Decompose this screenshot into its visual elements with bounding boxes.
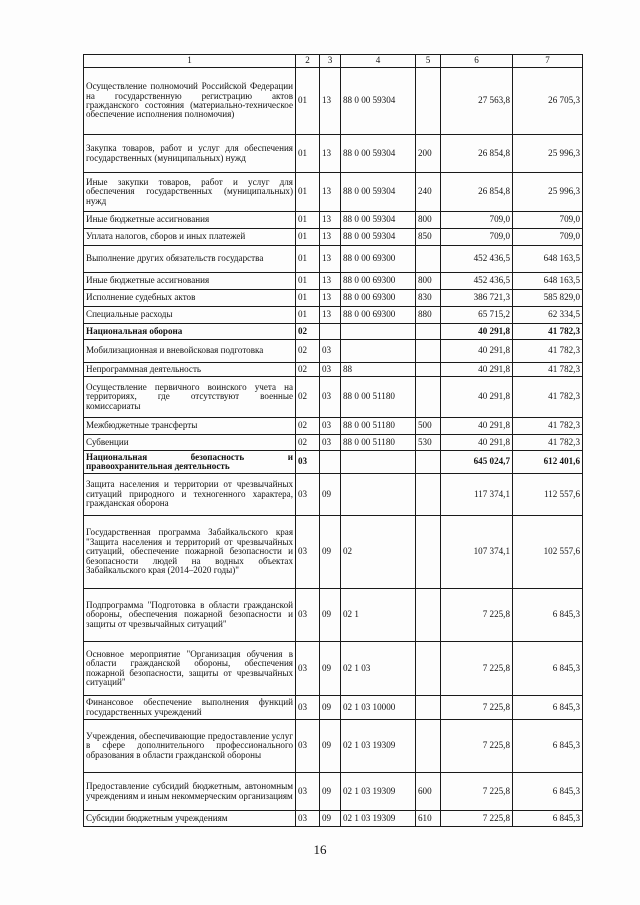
- subsection-code: 09: [320, 516, 341, 589]
- amount-year-2: 26 705,3: [513, 68, 583, 135]
- table-row: [84, 229, 583, 246]
- table-row: [84, 696, 583, 720]
- amount-year-1: 452 436,5: [441, 273, 513, 290]
- row-name: Мобилизационная и вневойсковая подготовка: [84, 340, 296, 363]
- target-article-code: 02 1: [341, 589, 416, 642]
- table-header-row: [84, 55, 583, 68]
- table-row: [84, 307, 583, 324]
- expense-type-code: 600: [416, 773, 441, 811]
- section-code: 03: [296, 451, 320, 474]
- expense-type-code: [416, 696, 441, 720]
- section-code: 02: [296, 363, 320, 377]
- section-code: 02: [296, 435, 320, 451]
- row-name: Иные закупки товаров, работ и услуг для обеспечения государственных (муниципальных) нужд: [84, 173, 296, 212]
- subsection-code: 09: [320, 589, 341, 642]
- expense-type-code: [416, 720, 441, 773]
- amount-year-2: 41 782,3: [513, 324, 583, 340]
- section-code: 01: [296, 68, 320, 135]
- section-code: 02: [296, 340, 320, 363]
- expense-type-code: [416, 324, 441, 340]
- target-article-code: 88 0 00 59304: [341, 229, 416, 246]
- section-code: 03: [296, 720, 320, 773]
- row-name: Межбюджетные трансферты: [84, 418, 296, 435]
- row-name: Подпрограмма "Подготовка в области гражданской обороны, обеспечения пожарной безопасности и защиты от чрезвычайных ситуаций": [84, 589, 296, 642]
- column-header: 4: [341, 55, 416, 68]
- target-article-code: [341, 474, 416, 516]
- section-code: 01: [296, 246, 320, 273]
- page-number: 16: [313, 842, 327, 857]
- column-header: 6: [441, 55, 513, 68]
- target-article-code: 88 0 00 69300: [341, 273, 416, 290]
- table-body: [84, 68, 583, 827]
- target-article-code: [341, 340, 416, 363]
- section-code: 03: [296, 696, 320, 720]
- amount-year-2: 6 845,3: [513, 642, 583, 696]
- amount-year-2: 585 829,0: [513, 290, 583, 307]
- subsection-code: 13: [320, 307, 341, 324]
- amount-year-1: 452 436,5: [441, 246, 513, 273]
- section-code: 01: [296, 290, 320, 307]
- table-row: [84, 418, 583, 435]
- table-row: [84, 377, 583, 418]
- section-code: 01: [296, 173, 320, 212]
- table-row: [84, 68, 583, 135]
- subsection-code: 03: [320, 377, 341, 418]
- amount-year-1: 40 291,8: [441, 340, 513, 363]
- column-header: 5: [416, 55, 441, 68]
- amount-year-1: 26 854,8: [441, 173, 513, 212]
- expense-type-code: [416, 363, 441, 377]
- row-name: Предоставление субсидий бюджетным, автономным учреждениям и иным некоммерческим организациям: [84, 773, 296, 811]
- table-row: [84, 173, 583, 212]
- subsection-code: 03: [320, 435, 341, 451]
- target-article-code: [341, 451, 416, 474]
- amount-year-1: 386 721,3: [441, 290, 513, 307]
- amount-year-1: 65 715,2: [441, 307, 513, 324]
- target-article-code: 88 0 00 59304: [341, 212, 416, 229]
- expense-type-code: [416, 642, 441, 696]
- row-name: Закупка товаров, работ и услуг для обеспечения государственных (муниципальных) нужд: [84, 135, 296, 173]
- amount-year-2: 41 782,3: [513, 377, 583, 418]
- expense-type-code: [416, 68, 441, 135]
- subsection-code: 13: [320, 212, 341, 229]
- expense-type-code: 830: [416, 290, 441, 307]
- amount-year-1: 709,0: [441, 229, 513, 246]
- target-article-code: 88 0 00 69300: [341, 290, 416, 307]
- table-row: [84, 773, 583, 811]
- table-row: [84, 435, 583, 451]
- amount-year-2: 6 845,3: [513, 696, 583, 720]
- subsection-code: 03: [320, 418, 341, 435]
- row-name: Выполнение других обязательств государства: [84, 246, 296, 273]
- target-article-code: 02 1 03: [341, 642, 416, 696]
- section-code: 01: [296, 307, 320, 324]
- expense-type-code: [416, 516, 441, 589]
- row-name: Национальная безопасность и правоохранительная деятельность: [84, 451, 296, 474]
- amount-year-2: 41 782,3: [513, 363, 583, 377]
- amount-year-1: 27 563,8: [441, 68, 513, 135]
- target-article-code: 02 1 03 19309: [341, 773, 416, 811]
- section-code: 02: [296, 377, 320, 418]
- table-row: [84, 589, 583, 642]
- target-article-code: 02 1 03 19309: [341, 811, 416, 827]
- expense-type-code: 500: [416, 418, 441, 435]
- amount-year-1: 40 291,8: [441, 377, 513, 418]
- amount-year-1: 645 024,7: [441, 451, 513, 474]
- target-article-code: 88 0 00 59304: [341, 68, 416, 135]
- amount-year-1: 117 374,1: [441, 474, 513, 516]
- subsection-code: 03: [320, 340, 341, 363]
- expense-type-code: [416, 340, 441, 363]
- row-name: Иные бюджетные ассигнования: [84, 212, 296, 229]
- subsection-code: 13: [320, 229, 341, 246]
- target-article-code: 88 0 00 69300: [341, 246, 416, 273]
- section-code: 03: [296, 773, 320, 811]
- amount-year-1: 7 225,8: [441, 642, 513, 696]
- table-row: [84, 516, 583, 589]
- amount-year-2: 6 845,3: [513, 589, 583, 642]
- section-code: 02: [296, 418, 320, 435]
- amount-year-1: 709,0: [441, 212, 513, 229]
- amount-year-1: 40 291,8: [441, 435, 513, 451]
- row-name: Защита населения и территории от чрезвычайных ситуаций природного и техногенного характера, гражданская оборона: [84, 474, 296, 516]
- row-name: Основное мероприятие "Организация обучения в области гражданской обороны, обеспечения пожарной безопасности, защиты от чрезвычайных ситуаций": [84, 642, 296, 696]
- row-name: Исполнение судебных актов: [84, 290, 296, 307]
- table-row: [84, 290, 583, 307]
- target-article-code: 88 0 00 69300: [341, 307, 416, 324]
- section-code: 03: [296, 516, 320, 589]
- subsection-code: 09: [320, 720, 341, 773]
- row-name: Иные бюджетные ассигнования: [84, 273, 296, 290]
- column-header: 1: [84, 55, 296, 68]
- section-code: 01: [296, 212, 320, 229]
- amount-year-1: 7 225,8: [441, 720, 513, 773]
- target-article-code: 88 0 00 51180: [341, 377, 416, 418]
- row-name: Уплата налогов, сборов и иных платежей: [84, 229, 296, 246]
- target-article-code: 88: [341, 363, 416, 377]
- row-name: Специальные расходы: [84, 307, 296, 324]
- target-article-code: 02 1 03 10000: [341, 696, 416, 720]
- row-name: Национальная оборона: [84, 324, 296, 340]
- target-article-code: 02 1 03 19309: [341, 720, 416, 773]
- table-row: [84, 135, 583, 173]
- table-row: [84, 720, 583, 773]
- subsection-code: 13: [320, 173, 341, 212]
- column-header: 7: [513, 55, 583, 68]
- target-article-code: 88 0 00 59304: [341, 173, 416, 212]
- section-code: 01: [296, 229, 320, 246]
- table-row: [84, 340, 583, 363]
- section-code: 03: [296, 589, 320, 642]
- table-row: [84, 451, 583, 474]
- expense-type-code: 880: [416, 307, 441, 324]
- expense-type-code: [416, 377, 441, 418]
- table-row: [84, 474, 583, 516]
- target-article-code: [341, 324, 416, 340]
- subsection-code: 13: [320, 135, 341, 173]
- table-row: [84, 642, 583, 696]
- subsection-code: [320, 324, 341, 340]
- target-article-code: 02: [341, 516, 416, 589]
- target-article-code: 88 0 00 51180: [341, 418, 416, 435]
- subsection-code: [320, 451, 341, 474]
- expense-type-code: [416, 246, 441, 273]
- row-name: Государственная программа Забайкальского края "Защита населения и территорий от чрезвычайных ситуаций, обеспечение пожарной безопасности и безопасности людей на водных объектах Забайкальского края (2014–2020 годы)": [84, 516, 296, 589]
- expense-type-code: [416, 451, 441, 474]
- subsection-code: 03: [320, 363, 341, 377]
- table-row: [84, 811, 583, 827]
- section-code: 03: [296, 474, 320, 516]
- amount-year-1: 40 291,8: [441, 363, 513, 377]
- amount-year-2: 62 334,5: [513, 307, 583, 324]
- row-name: Осуществление полномочий Российской Федерации на государственную регистрацию актов гражданского состояния (материально-техническое обеспечение исполнения полномочия): [84, 68, 296, 135]
- subsection-code: 13: [320, 290, 341, 307]
- amount-year-1: 26 854,8: [441, 135, 513, 173]
- amount-year-1: 40 291,8: [441, 418, 513, 435]
- row-name: Финансовое обеспечение выполнения функций государственных учреждений: [84, 696, 296, 720]
- amount-year-2: 6 845,3: [513, 811, 583, 827]
- row-name: Субвенции: [84, 435, 296, 451]
- amount-year-2: 25 996,3: [513, 135, 583, 173]
- subsection-code: 13: [320, 273, 341, 290]
- amount-year-2: 709,0: [513, 229, 583, 246]
- column-header: 2: [296, 55, 320, 68]
- table-row: [84, 273, 583, 290]
- amount-year-1: 40 291,8: [441, 324, 513, 340]
- expense-type-code: 610: [416, 811, 441, 827]
- subsection-code: 09: [320, 773, 341, 811]
- row-name: Непрограммная деятельность: [84, 363, 296, 377]
- expense-type-code: 800: [416, 273, 441, 290]
- table-row: [84, 212, 583, 229]
- amount-year-1: 7 225,8: [441, 773, 513, 811]
- target-article-code: 88 0 00 59304: [341, 135, 416, 173]
- amount-year-2: 41 782,3: [513, 418, 583, 435]
- amount-year-2: 6 845,3: [513, 773, 583, 811]
- amount-year-2: 41 782,3: [513, 340, 583, 363]
- budget-table: [83, 54, 583, 827]
- subsection-code: 13: [320, 246, 341, 273]
- expense-type-code: 800: [416, 212, 441, 229]
- expense-type-code: 200: [416, 135, 441, 173]
- amount-year-2: 112 557,6: [513, 474, 583, 516]
- expense-type-code: 530: [416, 435, 441, 451]
- subsection-code: 09: [320, 696, 341, 720]
- amount-year-2: 6 845,3: [513, 720, 583, 773]
- expense-type-code: 850: [416, 229, 441, 246]
- amount-year-2: 709,0: [513, 212, 583, 229]
- row-name: Осуществление первичного воинского учета на территориях, где отсутствуют военные комиссариаты: [84, 377, 296, 418]
- section-code: 01: [296, 273, 320, 290]
- amount-year-2: 102 557,6: [513, 516, 583, 589]
- section-code: 01: [296, 135, 320, 173]
- amount-year-1: 107 374,1: [441, 516, 513, 589]
- section-code: 03: [296, 642, 320, 696]
- subsection-code: 09: [320, 642, 341, 696]
- subsection-code: 09: [320, 474, 341, 516]
- amount-year-2: 648 163,5: [513, 273, 583, 290]
- section-code: 02: [296, 324, 320, 340]
- section-code: 03: [296, 811, 320, 827]
- subsection-code: 09: [320, 811, 341, 827]
- amount-year-1: 7 225,8: [441, 811, 513, 827]
- row-name: Учреждения, обеспечивающие предоставление услуг в сфере дополнительного профессионального образования в области гражданской обороны: [84, 720, 296, 773]
- table-row: [84, 324, 583, 340]
- subsection-code: 13: [320, 68, 341, 135]
- expense-type-code: [416, 474, 441, 516]
- table-row: [84, 363, 583, 377]
- amount-year-2: 41 782,3: [513, 435, 583, 451]
- target-article-code: 88 0 00 51180: [341, 435, 416, 451]
- amount-year-2: 648 163,5: [513, 246, 583, 273]
- amount-year-1: 7 225,8: [441, 696, 513, 720]
- column-header: 3: [320, 55, 341, 68]
- amount-year-2: 612 401,6: [513, 451, 583, 474]
- amount-year-1: 7 225,8: [441, 589, 513, 642]
- expense-type-code: 240: [416, 173, 441, 212]
- expense-type-code: [416, 589, 441, 642]
- table-row: [84, 246, 583, 273]
- amount-year-2: 25 996,3: [513, 173, 583, 212]
- row-name: Субсидии бюджетным учреждениям: [84, 811, 296, 827]
